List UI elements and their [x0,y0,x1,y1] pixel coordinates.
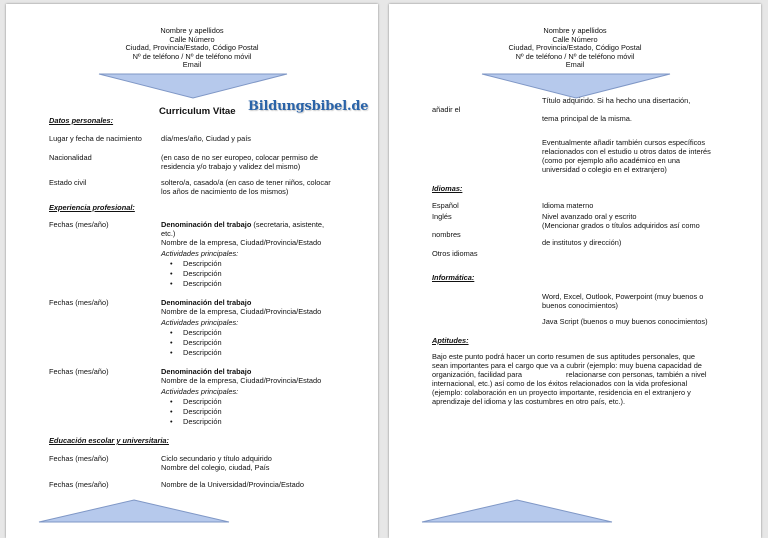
section-heading-skills: Aptitudes: [432,336,469,345]
language-label: Español [432,201,459,210]
job-activities-list [161,397,371,427]
birth-label: Lugar y fecha de nacimiento [49,134,142,143]
institutes-note: de institutos y dirección) [542,238,622,247]
job-title: Denominación del trabajo [161,367,252,376]
section-heading-education: Educación escolar y universitaria: [49,436,169,445]
list-item: • Descripción [161,348,371,358]
contact-header [389,27,761,70]
section-heading-personal: Datos personales: [49,116,114,125]
language-label: Inglés [432,212,452,221]
job-entry [161,367,371,427]
watermark-logo: Bildungsbibel.de [248,99,369,114]
it-java: Java Script (buenos o muy buenos conocimientos) [542,317,708,326]
list-item: • Descripción [161,397,371,407]
skills-line-part: organización, facilidad para [432,370,522,379]
extra-line: (como por ejemplo año académico en una [542,156,681,165]
education-line: Nombre del colegio, ciudad, País [161,463,270,472]
list-item: • Descripción [161,338,371,348]
header-name: Nombre y apellidos [160,26,224,35]
job-title-note: (secretaria, asistente, [251,220,325,229]
skills-line: sean importantes para el cargo que va a cubrir (ejemplo: muy buena capacidad de [432,361,702,370]
skills-line: (ejemplo: colaboración en un proyecto importante, residencia en el extranjero y [432,388,691,397]
header-email: Email [565,60,585,70]
job-activities-label: Actividades principales: [161,318,239,327]
it-skills [542,292,703,310]
list-item: • Descripción [161,259,371,269]
education-dates: Fechas (mes/año) [49,480,109,489]
header-city: Ciudad, Provincia/Estado, Código Postal [508,43,642,53]
header-email: Email [182,60,202,70]
job-activities-list [161,328,371,358]
job-activities-label: Actividades principales: [161,387,239,396]
section-heading-experience: Experiencia profesional: [49,203,135,212]
extra-line: Eventualmente añadir también cursos específicos [542,138,706,147]
birth-value: día/mes/año, Ciudad y país [161,134,251,143]
nationality-value-line: (en caso de no ser europeo, colocar permiso de [161,153,318,162]
job-company: Nombre de la empresa, Ciudad/Provincia/Estado [161,376,322,385]
education-entry [161,454,272,472]
skills-line: internacional, etc.) así como de los éxitos relacionados con la vida profesional [432,379,688,388]
header-phone: Nº de teléfono / Nº de teléfono móvil [132,51,252,61]
extra-line: universidad o colegio en el extranjero) [542,165,667,174]
header-phone: Nº de teléfono / Nº de teléfono móvil [515,51,635,61]
education-dates: Fechas (mes/año) [49,454,109,463]
civil-status-label: Estado civil [49,178,87,187]
job-entry [161,298,371,358]
list-item: • Descripción [161,407,371,417]
job-entry [161,220,371,289]
section-heading-languages: Idiomas: [432,184,463,193]
skills-line: aprendizaje del idioma y las costumbres en otro país, etc.). [432,397,626,406]
job-company: Nombre de la empresa, Ciudad/Provincia/Estado [161,307,322,316]
language-level: Idioma materno [542,201,594,210]
civil-status-value-line: soltero/a, casado/a (en caso de tener niños, colocar [161,178,331,187]
footer-arrow-shape [38,499,230,523]
cv-page-1 [6,4,378,538]
other-languages-label: Otros idiomas [432,249,478,258]
nationality-label: Nacionalidad [49,153,92,162]
list-item: • Descripción [161,279,371,289]
header-street: Calle Número [552,34,598,44]
header-city: Ciudad, Provincia/Estado, Código Postal [125,43,259,53]
header-street: Calle Número [169,34,215,44]
education-line: Nombre de la Universidad/Provincia/Estado [161,480,304,489]
job-title: Denominación del trabajo [161,220,252,229]
job-title: Denominación del trabajo [161,298,252,307]
job-activities-list [161,259,371,289]
language-note: (Mencionar grados o títulos adquiridos así como [542,221,700,230]
it-line: buenos conocimientos) [542,301,619,310]
list-item: • Descripción [161,269,371,279]
list-item: • Descripción [161,417,371,427]
it-line: Word, Excel, Outlook, Powerpoint (muy buenos o [542,292,704,301]
skills-line: Bajo este punto podrá hacer un corto resumen de sus aptitudes personales, que [432,352,695,361]
skills-line-part: relacionarse con personas, también a nivel [565,370,707,379]
list-item: • Descripción [161,328,371,338]
names-label: nombres [432,230,461,239]
job-title-note-cont: etc.) [161,229,176,238]
civil-status-value-line: los años de nacimiento de los mismos) [161,187,289,196]
education-line: Ciclo secundario y título adquirido [161,454,272,463]
extra-line: relacionados con el estudio u otros datos de interés [542,147,711,156]
job-dates: Fechas (mes/año) [49,298,109,307]
header-name: Nombre y apellidos [543,26,607,35]
contact-header [6,27,378,70]
job-company: Nombre de la empresa, Ciudad/Provincia/Estado [161,238,322,247]
extra-courses-text [542,138,752,174]
cv-title: Curriculum Vitae [159,106,236,117]
cv-page-2 [389,4,761,538]
job-activities-label: Actividades principales: [161,249,239,258]
thesis-line: tema principal de la misma. [542,114,632,123]
add-label: añadir el [432,105,461,114]
nationality-value-line: residencia y/o trabajo y validez del mismo) [161,162,301,171]
header-arrow-shape [98,73,288,99]
language-level: Nivel avanzado oral y escrito [542,212,637,221]
footer-arrow-shape [421,499,613,523]
skills-line [432,370,757,379]
section-heading-it: Informática: [432,273,475,282]
degree-line: Título adquirido. Si ha hecho una disertación, [542,96,691,105]
job-dates: Fechas (mes/año) [49,220,109,229]
skills-paragraph [432,352,757,406]
nationality-value [161,153,318,171]
job-dates: Fechas (mes/año) [49,367,109,376]
civil-status-value [161,178,331,196]
